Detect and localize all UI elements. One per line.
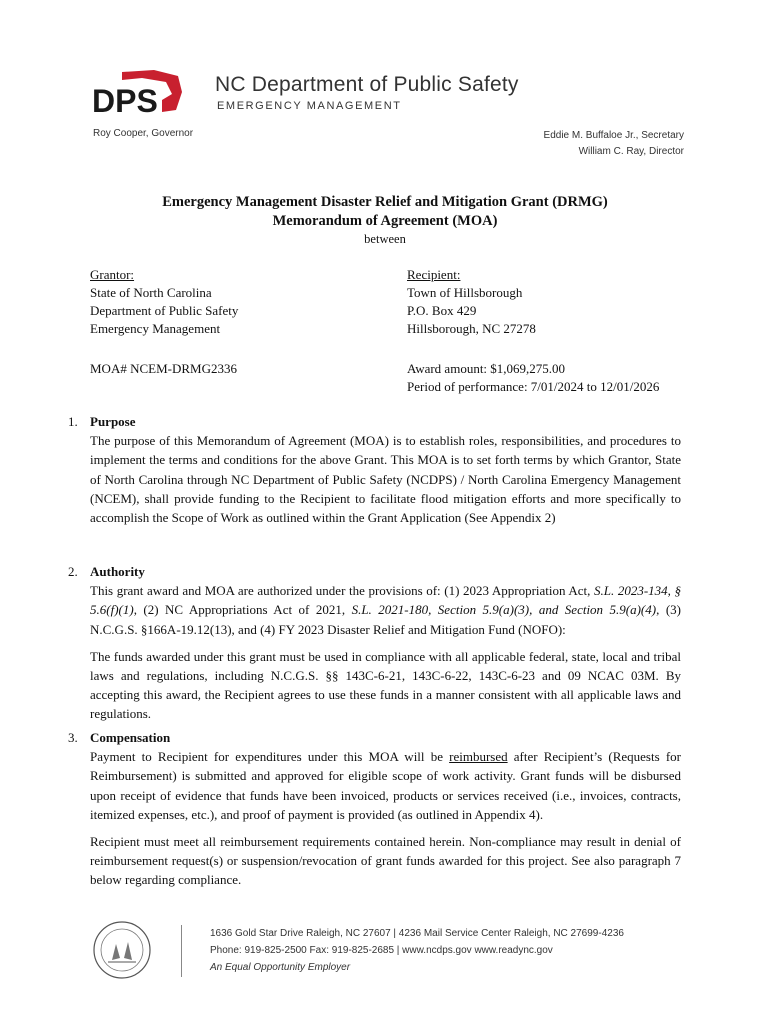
compensation-paragraph-1: Payment to Recipient for expenditures under this MOA will be reimbursed after Recipient’s (Requests for Reimbursement) is submitted and approved for eligible scope of work activity. Grant funds will be disbursed upon receipt of evidence that funds have been invoiced, products or services received (i.e., invoices, contracts, itemized expenses, etc.), and proof of payment is provided (as outlined in Appendix 4).	[90, 749, 681, 822]
moa-number: MOA# NCEM-DRMG2336	[90, 361, 237, 376]
footer-contact: Phone: 919-825-2500 Fax: 919-825-2685 | www.ncdps.gov www.readync.gov	[210, 945, 553, 956]
grantor-line: Emergency Management	[90, 321, 221, 336]
compensation-paragraph-2: Recipient must meet all reimbursement requirements contained herein. Non-compliance may result in denial of reimbursement request(s) or suspension/revocation of grant funds awarded for this project. See also paragraph 7 below regarding compliance.	[90, 834, 681, 888]
dps-logo	[92, 70, 184, 116]
award-block	[407, 360, 659, 396]
section-heading: Compensation	[90, 730, 171, 745]
title-line-1: Emergency Management Disaster Relief and Mitigation Grant (DRMG)	[162, 194, 608, 210]
grantor-block	[90, 266, 238, 338]
section-number: 2.	[68, 564, 78, 579]
authority-paragraph-1: This grant award and MOA are authorized under the provisions of: (1) 2023 Appropriation Act, S.L. 2023-134, § 5.6(f)(1), (2) NC Appropriations Act of 2021, S.L. 2021-180, Section 5.9(a)(3), and Section 5.9(a)(4), (3) N.C.G.S. §166A-19.12(13), and (4) FY 2023 Disaster Relief and Mitigation Fund (NOFO):	[90, 583, 681, 637]
between-label: between	[364, 232, 406, 246]
department-name: NC Department of Public Safety	[215, 73, 519, 96]
grantor-line: Department of Public Safety	[90, 303, 239, 318]
authority-paragraph-2: The funds awarded under this grant must be used in compliance with all applicable federal, state, local and tribal laws and regulations, including N.C.G.S. §§ 143C-6-21, 143C-6-22, 143C-6-23 and 09 NCAC 03M. By accepting this award, the Recipient agrees to use these funds in a manner consistent with all applicable laws and regulations.	[90, 648, 681, 722]
section-compensation	[68, 728, 681, 898]
grantor-line: State of North Carolina	[90, 285, 212, 300]
period-of-performance: Period of performance: 7/01/2024 to 12/01/2026	[407, 379, 660, 394]
grantor-heading: Grantor:	[90, 267, 135, 282]
officials	[544, 128, 684, 160]
section-heading: Purpose	[90, 414, 136, 429]
recipient-line: P.O. Box 429	[407, 303, 477, 318]
section-heading: Authority	[90, 564, 145, 579]
recipient-block	[407, 266, 536, 338]
secretary-name: Eddie M. Buffaloe Jr., Secretary	[543, 130, 684, 141]
section-authority	[68, 562, 681, 732]
governor-name: Roy Cooper, Governor	[93, 128, 194, 139]
state-seal-icon	[92, 920, 152, 980]
division-name: EMERGENCY MANAGEMENT	[217, 100, 402, 112]
footer-eoe: An Equal Opportunity Employer	[210, 962, 351, 973]
section-number: 1.	[68, 414, 78, 429]
recipient-line: Hillsborough, NC 27278	[407, 321, 536, 336]
footer-divider	[181, 925, 182, 977]
section-number: 3.	[68, 730, 78, 745]
footer-address: 1636 Gold Star Drive Raleigh, NC 27607 | 4236 Mail Service Center Raleigh, NC 27699-4236	[210, 928, 624, 939]
section-purpose	[68, 412, 681, 535]
recipient-line: Town of Hillsborough	[407, 285, 523, 300]
logo-text: DPS	[92, 83, 158, 116]
title-line-2: Memorandum of Agreement (MOA)	[272, 213, 498, 229]
document-title	[0, 193, 770, 231]
director-name: William C. Ray, Director	[578, 146, 684, 157]
section-text: The purpose of this Memorandum of Agreement (MOA) is to establish roles, responsibilities, and procedures to implement the terms and conditions for the above Grant. This MOA is to set forth terms by which Grantor, State of North Carolina through NC Department of Public Safety (NCDPS) / North Carolina Emergency Management (NCEM), shall provide funding to the Recipient to facilitate flood mitigation efforts and more specifically to accomplish the Scope of Work as outlined within the Grant Application (See Appendix 2)	[90, 433, 681, 526]
recipient-heading: Recipient:	[407, 267, 461, 282]
award-amount: Award amount: $1,069,275.00	[407, 361, 566, 376]
